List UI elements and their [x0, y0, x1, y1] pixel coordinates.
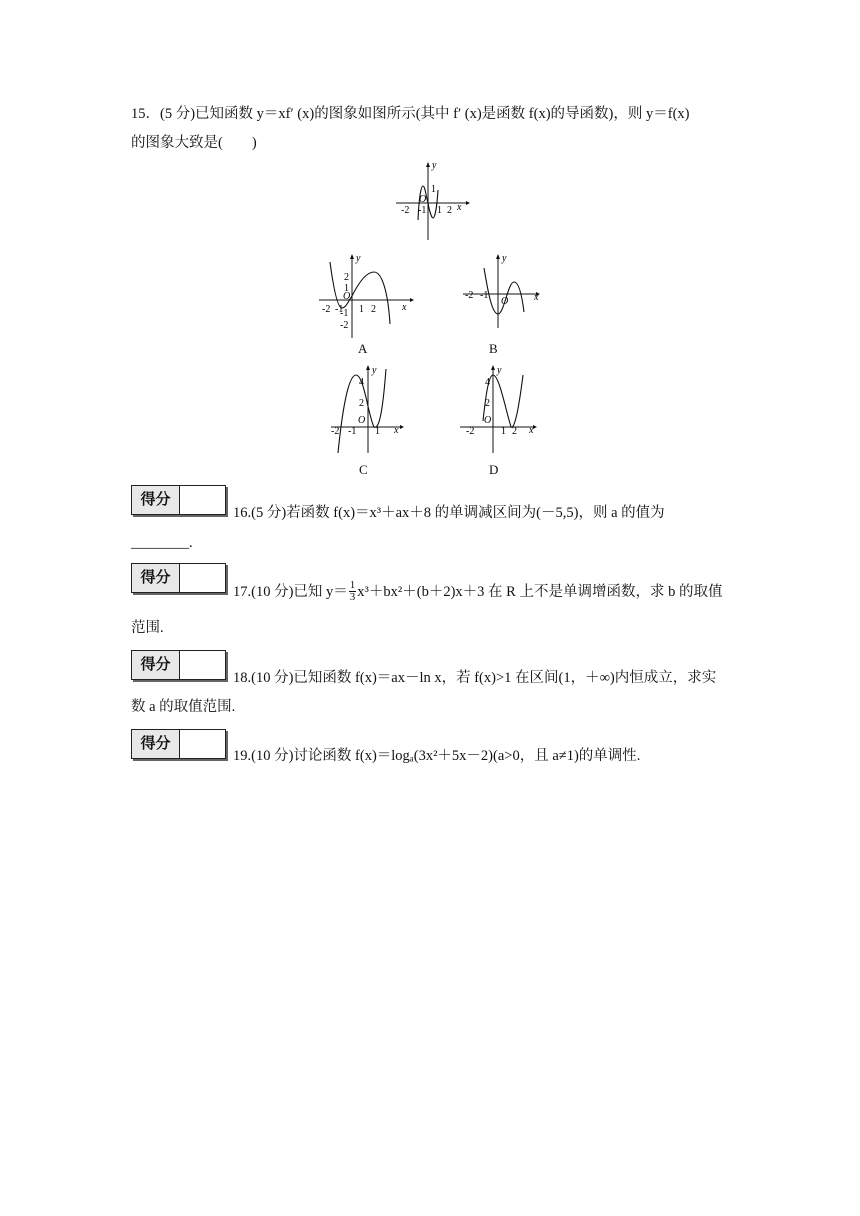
svg-text:x: x [402, 302, 407, 313]
score-blank[interactable] [180, 730, 225, 758]
q15-line2: 的图象大致是( ) [131, 135, 257, 151]
graph-b-curve [484, 268, 524, 314]
svg-text:O: O [484, 415, 492, 426]
q15-line1: 15．(5 分)已知函数 y＝xf′ (x)的图象如图所示(其中 f′ (x)是函数 f(x)的导函数)，则 y＝f(x) [131, 106, 690, 122]
q17-text-b: x³＋bx²＋(b＋2)x＋3 在 R 上不是单调增函数，求 b 的取值 [357, 583, 723, 600]
q17-text-a: 17.(10 分)已知 y＝ [233, 583, 348, 600]
graph-c-tick-x: -1 [348, 426, 357, 437]
graph-b-tick-x: -1 [480, 290, 489, 301]
q18-line1: 18.(10 分)已知函数 f(x)＝ax－ln x，若 f(x)>1 在区间(1，＋∞)内恒成立，求实 [233, 670, 717, 686]
graph-a-tick-y: -2 [340, 320, 349, 331]
graph-c-tick-y: 4 [359, 377, 364, 388]
q17-fraction [349, 580, 357, 603]
main-tick-x: -2 [401, 205, 410, 216]
main-y-label: y [432, 160, 437, 171]
graph-a-tick-x: 2 [371, 304, 376, 315]
graph-c-tick-x: -2 [331, 426, 340, 437]
score-label: 得分 [132, 486, 180, 514]
graph-d-tick-y: 4 [485, 377, 490, 388]
graph-c [328, 363, 408, 455]
graph-a-tick-x: 1 [359, 304, 364, 315]
graph-a-caption: A [358, 341, 368, 356]
svg-text:x: x [394, 425, 399, 436]
main-y-arrow [426, 162, 430, 167]
q19-line1: 19.(10 分)讨论函数 f(x)＝logₐ(3x²＋5x－2)(a>0，且 a≠1)的单调性. [233, 748, 641, 764]
q17-line2: 范围. [131, 620, 164, 636]
graph-b-caption: B [489, 341, 498, 356]
main-tick-y: 1 [431, 184, 436, 195]
q17-frac-num: 1 [349, 579, 356, 591]
q18-line2: 数 a 的取值范围. [131, 699, 236, 715]
main-tick-x: -1 [418, 205, 427, 216]
score-label: 得分 [132, 730, 180, 758]
score-box-q16 [131, 485, 226, 515]
graph-a-tick-y: 2 [344, 272, 349, 283]
svg-text:O: O [358, 415, 366, 426]
score-blank[interactable] [180, 564, 225, 592]
graph-d-tick-x: 2 [512, 426, 517, 437]
svg-text:y: y [497, 365, 502, 376]
graph-d-caption: D [489, 462, 499, 477]
graph-a-tick-y: -1 [340, 308, 349, 319]
svg-text:y: y [502, 253, 507, 264]
graph-d [457, 363, 543, 455]
graph-a [316, 252, 416, 340]
svg-text:O: O [343, 291, 351, 302]
graph-b-tick-x: -2 [465, 290, 474, 301]
score-label: 得分 [132, 564, 180, 592]
q17-frac-den: 3 [349, 591, 356, 603]
svg-text:y: y [356, 253, 361, 264]
main-tick-x: 1 [437, 205, 442, 216]
q16-line1: 16.(5 分)若函数 f(x)＝x³＋ax＋8 的单调减区间为(－5,5)，则 a 的值为 [233, 505, 665, 521]
main-graph [392, 158, 472, 244]
graph-a-tick-x: -1 [335, 304, 344, 315]
score-label: 得分 [132, 651, 180, 679]
score-box-q18 [131, 650, 226, 680]
score-box-q19 [131, 729, 226, 759]
main-x-label: x [457, 202, 462, 213]
score-blank[interactable] [180, 486, 225, 514]
graph-c-tick-y: 2 [359, 398, 364, 409]
svg-text:x: x [534, 292, 539, 303]
graph-d-tick-x: 1 [501, 426, 506, 437]
graph-c-tick-x: 1 [375, 426, 380, 437]
svg-text:y: y [372, 365, 377, 376]
graph-a-tick-y: 1 [344, 283, 349, 294]
svg-text:O: O [501, 296, 509, 307]
svg-text:x: x [529, 425, 534, 436]
score-blank[interactable] [180, 651, 225, 679]
main-origin: O [419, 194, 427, 205]
main-tick-x: 2 [447, 205, 452, 216]
graph-b [460, 252, 546, 332]
graph-c-caption: C [359, 462, 368, 477]
score-box-q17 [131, 563, 226, 593]
main-x-arrow [466, 201, 470, 205]
q16-line2: ________. [131, 535, 193, 551]
graph-d-tick-x: -2 [466, 426, 475, 437]
q17-line1 [233, 580, 733, 603]
graph-a-tick-x: -2 [322, 304, 331, 315]
graph-d-tick-y: 2 [485, 398, 490, 409]
